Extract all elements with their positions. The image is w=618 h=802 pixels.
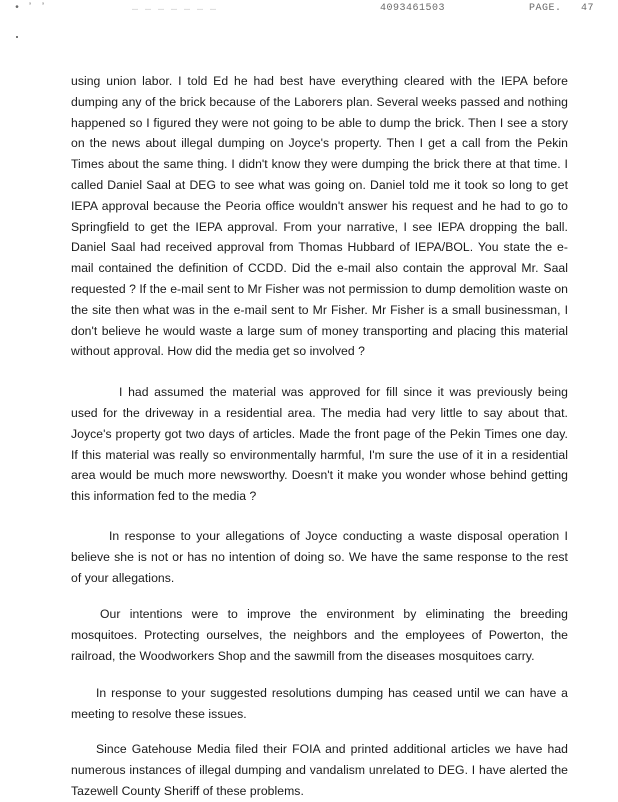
fax-header-phone: 4093461503 [380, 3, 446, 14]
paragraph: I had assumed the material was approved for fill since it was previously being used for the driveway in a residential area. The media had very little to say about that. Joyce's property got two days of articles. Made the front page of the Pekin Times one day. If this material was really so environmentally harmful, I'm sure the use of it in a residential area would be much more newsworthy. Doesn't it make you wonder whose behind getting this information fed to the media ? [71, 385, 568, 504]
paragraph: In response to your allegations of Joyce conducting a waste disposal operation I believe she is not or has no intention of doing so. We have the same response to the rest of your allegations. [71, 528, 568, 585]
fax-header-page-label: PAGE [529, 3, 556, 14]
fax-header-page-number: 47 [581, 3, 595, 14]
letter-body [71, 71, 568, 802]
paragraph: In response to your suggested resolutions dumping has ceased until we can have a meeting to resolve these issues. [71, 685, 568, 721]
fax-header-page: PAGE. 47 [529, 3, 595, 14]
paragraph: Since Gatehouse Media filed their FOIA and printed additional articles we have had numerous instances of illegal dumping and vandalism unrelated to DEG. I have alerted the Tazewell County Sheriff of these problems. [71, 742, 568, 798]
fax-header-sender: … … … … … … … [132, 3, 217, 14]
fax-header [0, 3, 618, 19]
paragraph: Our intentions were to improve the environment by eliminating the breeding mosquitoes. Protecting ourselves, the neighbors and the employees of Powerton, the railroad, the Woodworkers Shop and the sawmill from the diseases mosquitoes carry. [71, 607, 568, 663]
fax-header-marks: • ʼ ʼ [14, 3, 47, 14]
scan-speck [16, 36, 18, 38]
paragraph: using union labor. I told Ed he had best have everything cleared with the IEPA before dumping any of the brick because of the Laborers plan. Several weeks passed and nothing happened so I figured they were not going to be able to dump the brick. Then I see a story on the news about illegal dumping on Joyce's property. Then I get a call from the Pekin Times about the same thing. I didn't know they were dumping the brick there at that time. I called Daniel Saal at DEG to see what was going on. Daniel told me it took so long to get IEPA approval because the Peoria office wouldn't answer his request and he had to go to Springfield to get the IEPA approval. From your narrative, I see IEPA dropping the ball. Daniel Saal had received approval from Thomas Hubbard of IEPA/BOL. You state the e-mail contained the definition of CCDD. Did the e-mail also contain the approval Mr. Saal requested ? If the e-mail sent to Mr Fisher was not permission to dump demolition waste on the site then what was in the e-mail sent to Mr Fisher. Mr Fisher is a small businessman, I don't believe he would waste a large sum of money transporting and placing this material without approval. How did the media get so involved ? [71, 74, 568, 359]
